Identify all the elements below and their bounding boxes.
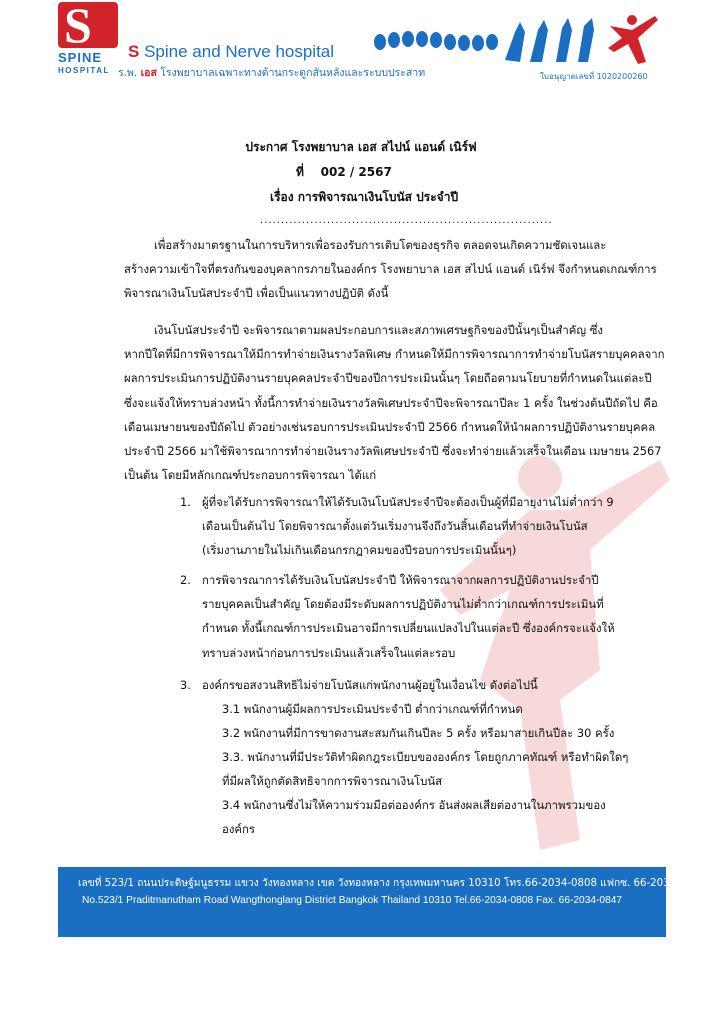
sub-list-item-line: 3.4 พนักงานซึ่งไม่ให้ความร่วมมือต่อองค์กร อันส่งผลเสียต่องานในภาพรวมของ (222, 798, 606, 812)
announcement-number-value: 002 / 2567 (320, 165, 392, 179)
paragraph-intro (124, 233, 657, 306)
hospital-name-en (128, 42, 334, 62)
list-item-line: รายบุคคลเป็นสำคัญ โดยต้องมีระดับผลการปฏิบัติงานไม่ต่ำกว่าเกณฑ์การประเมินที่ (202, 597, 604, 612)
paragraph-line: ซึ่งจะแจ้งให้ทราบล่วงหน้า ทั้งนี้การทำจ่ายเงินรางวัลพิเศษประจำปีจะพิจารณาปีละ 1 ครั้ง ในช่วงต้นปีถัดไป คือ (124, 395, 658, 410)
sub-list-item (222, 697, 523, 721)
sub-list-item-line: 3.1 พนักงานผู้มีผลการประเมินประจำปี ต่ำกว่าเกณฑ์ที่กำหนด (222, 702, 523, 716)
hospital-name-th-prefix: ร.พ. (118, 67, 138, 79)
list-item-number: 2. (180, 573, 191, 587)
sub-list-item-line: องค์กร (222, 822, 256, 837)
paragraph-line: ประจำปี 2566 มาใช้พิจารณาการทำจ่ายเงินรางวัลพิเศษประจำปี ซึ่งจะทำจ่ายแล้วเสร็จในเดือน เมษายน 2567 (124, 444, 662, 459)
paragraph-line: หากปีใดที่มีการพิจารณาให้มีการทำจ่ายเงินรางวัลพิเศษ กำหนดให้มีการพิจารณาการทำจ่ายโบนัสรายบุคคลจาก (124, 347, 665, 362)
paragraph-line: เป็นต้น โดยมีหลักเกณฑ์ประกอบการพิจารณา ได้แก่ (124, 468, 377, 483)
sub-list-item-line: 3.2 พนักงานที่มีการขาดงานสะสมกันเกินปีละ 5 ครั้ง หรือมาสายเกินปีละ 30 ครั้ง (222, 726, 615, 740)
announcement-number-label: ที่ (296, 165, 304, 179)
logo-word: SPINE (58, 50, 103, 65)
sub-list-item (222, 745, 628, 793)
logo-s-badge (58, 0, 118, 53)
separator-dots: ...................................................................... (260, 215, 553, 226)
paragraph-line: เดือนเมษายนของปีถัดไป ตัวอย่างเช่นรอบการประเมินประจำปี 2566 กำหนดให้นำผลการปฏิบัติงานรายบุคคล (124, 419, 656, 434)
announcement-number (296, 163, 392, 182)
hospital-name-th-text: โรงพยาบาลเฉพาะทางด้านกระดูกสันหลังและระบบประสาท (160, 67, 426, 79)
footer-address-th: เลขที่ 523/1 ถนนประดิษฐ์มนูธรรม แขวง วังทองหลาง เขต วังทองหลาง กรุงเทพมหานคร 10310 โทร.66-2034-0808 แฟกซ. 66-2034-0847 (78, 878, 706, 889)
list-item-text (202, 490, 614, 563)
paragraph-line: เพื่อสร้างมาตรฐานในการบริหารเพื่อรองรับการเติบโตของธุรกิจ ตลอดจนเกิดความชัดเจนและ (154, 238, 607, 252)
spine-figure-icon (370, 12, 670, 72)
list-item-text (202, 673, 538, 697)
logo-sub: HOSPITAL (58, 66, 110, 75)
list-item-line: ทราบล่วงหน้าก่อนการประเมินแล้วเสร็จในแต่ละรอบ (202, 645, 456, 660)
hospital-name-th-abbr: เอส (140, 67, 157, 79)
footer-address-en: No.523/1 Praditmanutham Road Wangthonglang District Bangkok Thailand 10310 Tel.66-2034-0808 Fax. 66-2034-0847 (82, 895, 623, 906)
footer-address-bar (58, 867, 706, 937)
hospital-name-en-text: Spine and Nerve hospital (144, 42, 335, 61)
paragraph-line: เงินโบนัสประจำปี จะพิจารณาตามผลประกอบการและสภาพเศรษฐกิจของปีนั้นๆเป็นสำคัญ ซึ่ง (154, 323, 603, 337)
paragraph-bonus-policy (124, 318, 665, 487)
list-item-line: องค์กรขอสงวนสิทธิไม่จ่ายโบนัสแก่พนักงานผู้อยู่ในเงื่อนไข ดังต่อไปนี้ (202, 678, 538, 692)
list-item-line: (เริ่มงานภายในไม่เกินเดือนกรกฎาคมของปีรอบการประเมินนั้นๆ) (202, 543, 517, 558)
hospital-name-en-prefix: S (128, 42, 140, 61)
sub-list-item (222, 721, 614, 745)
announcement-subject: เรื่อง การพิจารณาเงินโบนัส ประจำปี (270, 190, 459, 204)
list-item-line: เดือนเป็นต้นไป โดยพิจารณาตั้งแต่วันเริ่มงานจึงถึงวันสิ้นเดือนที่ทำจ่ายเงินโบนัส (202, 519, 588, 534)
announcement-header (0, 138, 724, 226)
paragraph-line: สร้างความเข้าใจที่ตรงกันของบุคลากรภายในองค์กร โรงพยาบาล เอส สไปน์ แอนด์ เนิร์ฟ จึงกำหนดเกณฑ์การ (124, 262, 657, 277)
logo-letter: S (64, 0, 92, 53)
hospital-logo (58, 2, 118, 76)
list-item-number: 1. (180, 495, 191, 509)
sub-list-item (222, 793, 606, 841)
list-item-line: การพิจารณาการได้รับเงินโบนัสประจำปี ให้พิจารณาจากผลการปฏิบัติงานประจำปี (202, 573, 599, 587)
list-item-line: กำหนด ทั้งนี้เกณฑ์การประเมินอาจมีการเปลี่ยนแปลงไปในแต่ละปี ซึ่งองค์กรจะแจ้งให้ (202, 621, 615, 636)
paragraph-line: พิจารณาเงินโบนัสประจำปี เพื่อเป็นแนวทางปฏิบัติ ดังนี้ (124, 286, 389, 301)
list-item-number: 3. (180, 678, 191, 692)
paragraph-line: ผลการประเมินการปฏิบัติงานรายบุคคลประจำปีของปีการประเมินนั้นๆ โดยถือตามนโยบายที่กำหนดในแต่ละปี (124, 371, 652, 386)
license-number: ใบอนุญาตเลขที่ 10202002​60 (540, 72, 648, 81)
announcement-title: ประกาศ โรงพยาบาล เอส สไปน์ แอนด์ เนิร์ฟ (245, 140, 477, 154)
sub-list-item-line: ที่มีผลให้ถูกตัดสิทธิจากการพิจารณาเงินโบนัส (222, 774, 443, 789)
list-item-line: ผู้ที่จะได้รับการพิจารณาให้ได้รับเงินโบนัสประจำปีจะต้องเป็นผู้ที่มีอายุงานไม่ต่ำกว่า 9 (202, 495, 614, 509)
list-item-text (202, 568, 615, 665)
sub-list-item-line: 3.3. พนักงานที่มีประวัติทำผิดกฎระเบียบขององค์กร โดยถูกภาคทัณฑ์ หรือทำผิดใดๆ (222, 750, 629, 764)
